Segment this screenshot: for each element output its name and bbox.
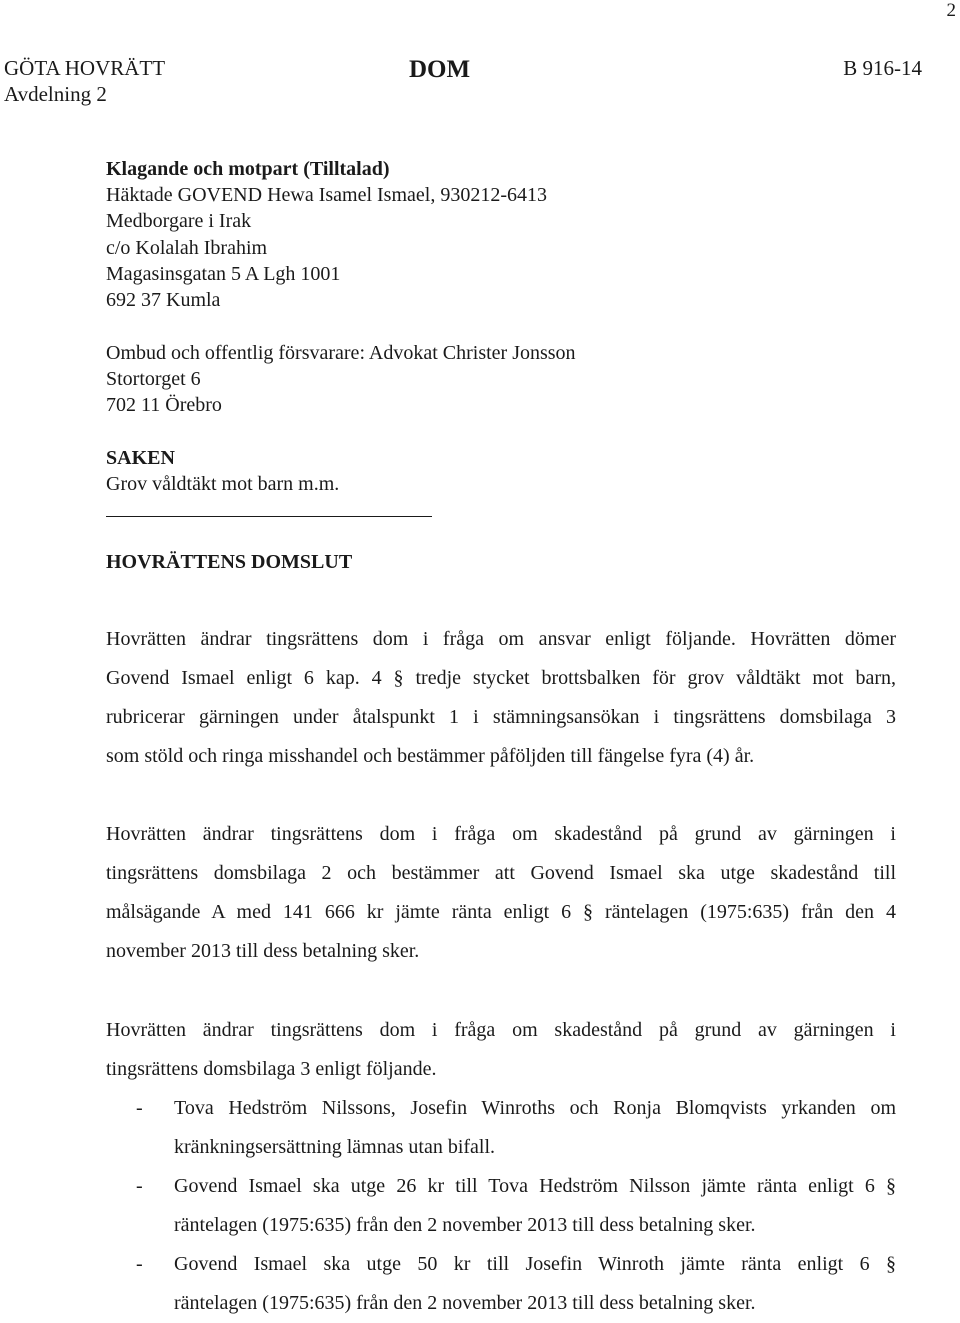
party-block: [106, 156, 547, 313]
page-number: 2: [946, 0, 956, 21]
paragraph-line: målsägande A med 141 666 kr jämte ränta enligt 6 § räntelagen (1975:635) från den 4: [106, 900, 896, 923]
ruling-heading-block: [106, 549, 352, 575]
party-line: 692 37 Kumla: [106, 289, 221, 312]
bullet-line: Tova Hedström Nilssons, Josefin Winroths och Ronja Blomqvists yrkanden om: [174, 1097, 896, 1119]
counsel-line: Stortorget 6: [106, 368, 201, 391]
paragraph-line: Hovrätten ändrar tingsrättens dom i fråga om skadestånd på grund av gärningen i: [106, 1019, 896, 1041]
bullet-dash: -: [136, 1253, 143, 1275]
court-name: GÖTA HOVRÄTT: [4, 56, 166, 80]
counsel-block: [106, 340, 576, 419]
paragraph-line: Govend Ismael enligt 6 kap. 4 § tredje stycket brottsbalken för grov våldtäkt mot barn,: [106, 666, 896, 689]
bullet-dash: -: [136, 1175, 143, 1197]
counsel-line: 702 11 Örebro: [106, 394, 222, 417]
paragraph-line: Hovrätten ändrar tingsrättens dom i fråga om ansvar enligt följande. Hovrätten dömer: [106, 628, 896, 650]
paragraph-line: tingsrättens domsbilaga 2 och bestämmer att Govend Ismael ska utge skadestånd till: [106, 861, 896, 884]
party-line: Häktade GOVEND Hewa Isamel Ismael, 930212-6413: [106, 184, 547, 207]
counsel-line: Ombud och offentlig försvarare: Advokat Christer Jonsson: [106, 342, 576, 364]
party-line: Medborgare i Irak: [106, 210, 252, 233]
matter-block: [106, 445, 339, 497]
bullet-line: räntelagen (1975:635) från den 2 november 2013 till dess betalning sker.: [174, 1291, 756, 1314]
party-line: c/o Kolalah Ibrahim: [106, 236, 268, 259]
bullet-dash: -: [136, 1097, 143, 1119]
paragraph-line: Hovrätten ändrar tingsrättens dom i fråga om skadestånd på grund av gärningen i: [106, 823, 896, 845]
divider-line: [106, 516, 432, 517]
ruling-paragraph-1: [106, 620, 896, 776]
bullet-line: Govend Ismael ska utge 50 kr till Josefin Winroth jämte ränta enligt 6 §: [174, 1253, 896, 1275]
document-type: DOM: [409, 56, 471, 83]
paragraph-line: rubricerar gärningen under åtalspunkt 1 i stämningsansökan i tingsrättens domsbilaga 3: [106, 705, 896, 728]
bullet-line: Govend Ismael ska utge 26 kr till Tova Hedström Nilsson jämte ränta enligt 6 §: [174, 1175, 896, 1197]
paragraph-line: tingsrättens domsbilaga 3 enligt följande.: [106, 1057, 437, 1080]
ruling-paragraph-2: [106, 815, 896, 971]
ruling-paragraph-3: [106, 1011, 896, 1089]
party-line: Magasinsgatan 5 A Lgh 1001: [106, 262, 341, 285]
case-number: B 916-14: [843, 56, 922, 80]
matter-heading: SAKEN: [106, 447, 175, 469]
paragraph-line: november 2013 till dess betalning sker.: [106, 939, 420, 962]
paragraph-line: som stöld och ringa misshandel och bestämmer påföljden till fängelse fyra (4) år.: [106, 744, 755, 767]
ruling-heading: HOVRÄTTENS DOMSLUT: [106, 551, 353, 573]
party-role: Klagande och motpart (Tilltalad): [106, 158, 390, 180]
division-name: Avdelning 2: [4, 82, 107, 106]
bullet-line: kränkningsersättning lämnas utan bifall.: [174, 1135, 496, 1158]
bullet-line: räntelagen (1975:635) från den 2 november 2013 till dess betalning sker.: [174, 1213, 756, 1236]
matter-text: Grov våldtäkt mot barn m.m.: [106, 473, 340, 496]
